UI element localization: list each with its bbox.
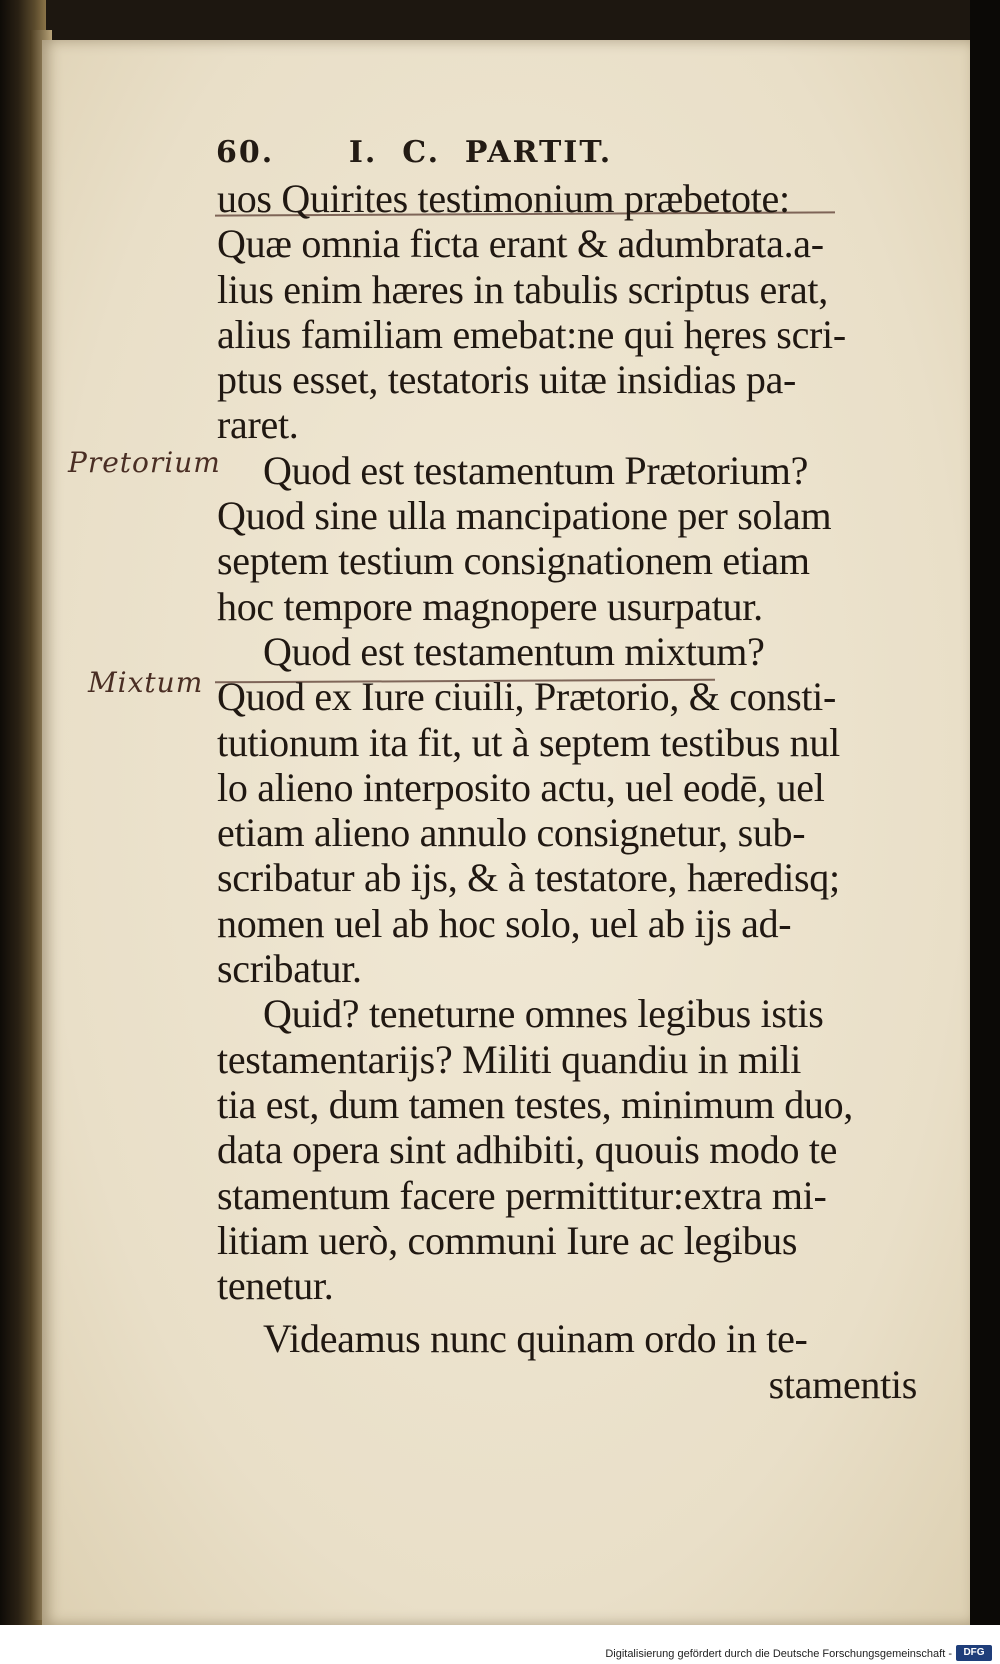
text-line: Videamus nunc quinam ordo in te-	[263, 1316, 808, 1362]
text-line: Quod est testamentum Prætorium?	[263, 447, 809, 493]
text-line: nomen uel ab hoc solo, uel ab ijs ad-	[217, 900, 792, 946]
text-line: scribatur ab ijs, & à testatore, hæredisq;	[217, 855, 840, 901]
margin-note-pretorium: Pretorium	[68, 446, 221, 479]
text-line: tutionum ita fit, ut à septem testibus nul	[217, 719, 840, 765]
text-line: lo alieno interposito actu, uel eodē, uel	[217, 764, 825, 810]
text-line: alius familiam emebat:ne qui hęres scri-	[217, 311, 846, 357]
page-number: 60.	[216, 135, 275, 170]
text-line: scribatur.	[217, 946, 362, 992]
text-line: lius enim hæres in tabulis scriptus erat,	[217, 266, 828, 312]
text-line: raret.	[217, 402, 299, 448]
text-line: Quod sine ulla mancipatione per solam	[217, 493, 832, 539]
running-title: I. C. PARTIT.	[348, 135, 613, 170]
text-line: septem testium consignationem etiam	[217, 538, 810, 584]
text-line: tia est, dum tamen testes, minimum duo,	[217, 1081, 853, 1127]
text-line: etiam alieno annulo consignetur, sub-	[217, 810, 806, 856]
text-line: testamentarijs? Militi quandiu in mili	[217, 1036, 802, 1082]
text-line: Quæ omnia ficta erant & adumbrata.a-	[217, 221, 824, 267]
main-text	[217, 176, 917, 1407]
running-header	[216, 135, 612, 170]
text-line: Quid? teneturne omnes legibus istis	[263, 991, 824, 1037]
margin-note-mixtum: Mixtum	[88, 666, 204, 699]
text-line: uos Quirites testimonium præbetote:	[217, 176, 790, 221]
dark-margin	[970, 0, 1000, 1625]
dfg-logo-icon: DFG	[956, 1645, 992, 1661]
text-line: data opera sint adhibiti, quouis modo te	[217, 1127, 838, 1173]
text-line: ptus esset, testatoris uitæ insidias pa-	[217, 357, 797, 403]
text-line: hoc tempore magnopere usurpatur.	[217, 583, 763, 629]
text-line: Quod est testamentum mixtum?	[263, 628, 765, 674]
text-line: Quod ex Iure ciuili, Prætorio, & consti-	[217, 674, 837, 720]
text-line: tenetur.	[217, 1263, 334, 1309]
funding-credit: Digitalisierung gefördert durch die Deutsche Forschungsgemeinschaft -	[605, 1648, 952, 1660]
text-line: litiam uerò, communi Iure ac legibus	[217, 1217, 798, 1263]
text-line: stamentum facere permittitur:extra mi-	[217, 1172, 827, 1218]
catchword: stamentis	[768, 1361, 917, 1407]
